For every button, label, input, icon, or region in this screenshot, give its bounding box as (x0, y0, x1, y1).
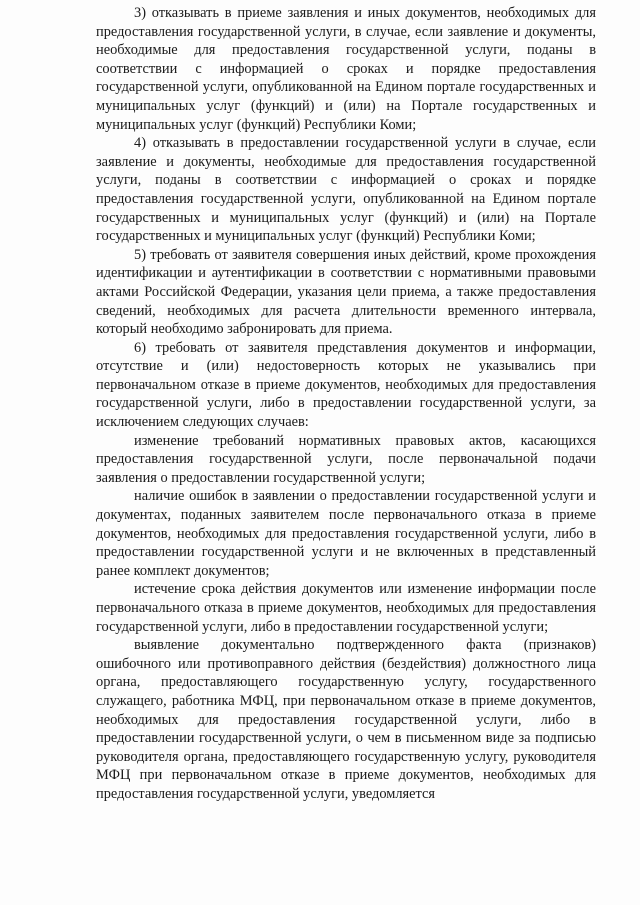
paragraph-item-6: 6) требовать от заявителя представления документов и информации, отсутствие и (или) недостоверность которых не указывались при первоначальном отказе в приеме документов, необходимых для предоставления государственной услуги, либо в предоставлении государственной услуги, за исключением следующих случаев: (96, 339, 596, 431)
paragraph-exception-errors: наличие ошибок в заявлении о предоставлении государственной услуги и документах, поданных заявителем после первоначального отказа в приеме документов, необходимых для предоставления государственной услуги, либо в предоставлении государственной услуги и не включенных в представленный ранее комплект документов; (96, 488, 596, 579)
paragraph-item-5: 5) требовать от заявителя совершения иных действий, кроме прохождения идентификации и аутентификации в соответствии с нормативными правовыми актами Российской Федерации, указания цели приема, а также предоставления сведений, необходимых для расчета длительности временного интервала, который необходимо забронировать для приема. (96, 246, 596, 338)
paragraph-item-4: 4) отказывать в предоставлении государственной услуги в случае, если заявление и документы, необходимые для предоставления государственной услуги, поданы в соответствии с информацией о сроках и порядке предоставления государственной услуги, опубликованной на Едином портале государственных и муниципальных услуг (функций) и (или) на Портале государственных и муниципальных услуг (функций) Республики Коми; (96, 135, 596, 245)
paragraph-exception-misconduct: выявление документально подтвержденного факта (признаков) ошибочного или противоправного действия (бездействия) должностного лица органа, предоставляющего государственную услугу, государственного служащего, работника МФЦ, при первоначальном отказе в приеме документов, необходимых для предоставления государственной услуги, либо в предоставлении государственной услуги, о чем в письменном виде за подписью руководителя органа, предоставляющего государственную услугу, руководителя МФЦ при первоначальном отказе в приеме документов, необходимых для предоставления государственной услуги, уведомляется (96, 637, 596, 802)
document-body (96, 4, 596, 804)
paragraph-exception-legal-change: изменение требований нормативных правовых актов, касающихся предоставления государственной услуги, после первоначальной подачи заявления о предоставлении государственной услуги; (96, 432, 596, 486)
paragraph-exception-expiry: истечение срока действия документов или изменение информации после первоначального отказа в приеме документов, необходимых для предоставления государственной услуги, либо в предоставлении государственной услуги; (96, 581, 596, 635)
paragraph-item-3: 3) отказывать в приеме заявления и иных документов, необходимых для предоставления государственной услуги, в случае, если заявление и документы, необходимые для предоставления государственной услуги, поданы в соответствии с информацией о сроках и порядке предоставления государственной услуги, опубликованной на Едином портале государственных и муниципальных услуг (функций) и (или) на Портале государственных и муниципальных услуг (функций) Республики Коми; (96, 5, 596, 133)
